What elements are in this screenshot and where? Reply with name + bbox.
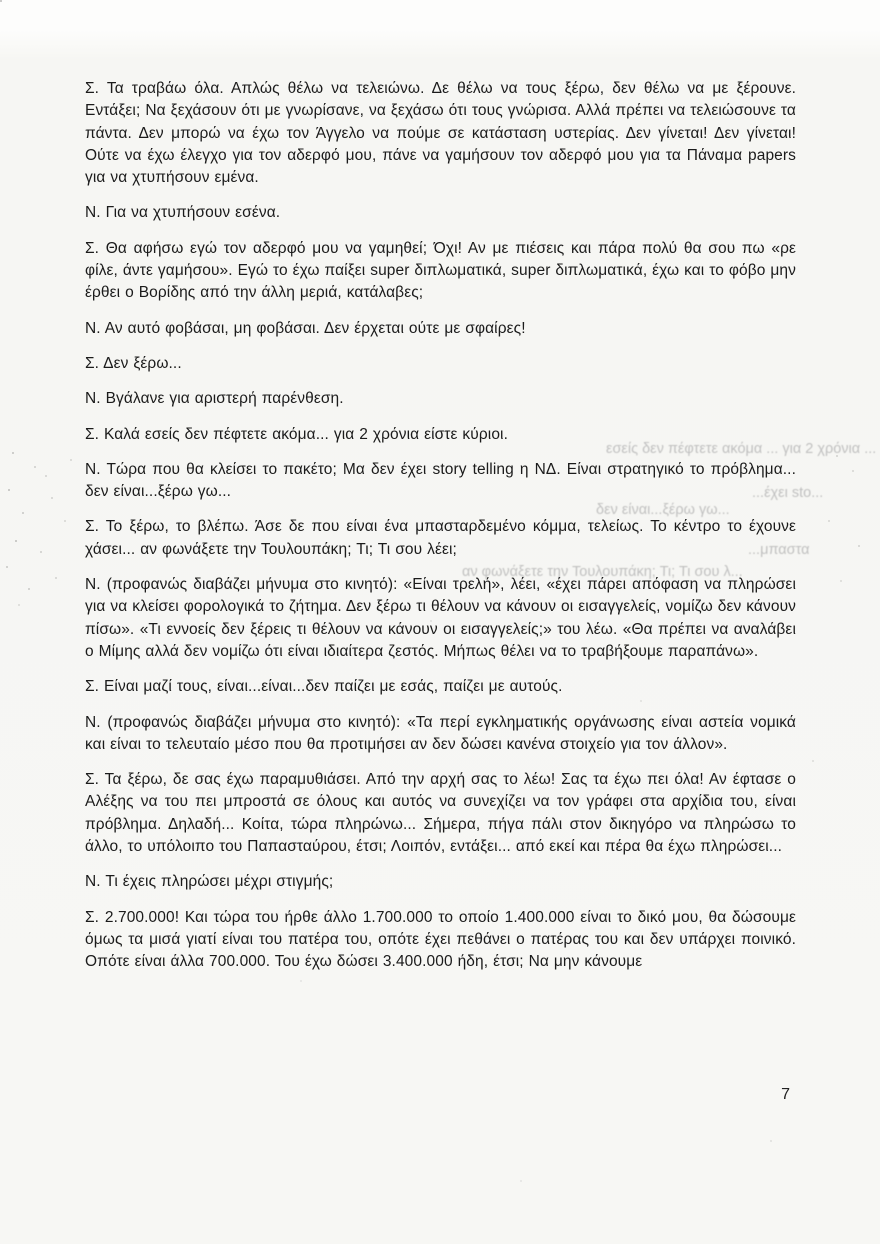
transcript-paragraph: Σ. Θα αφήσω εγώ τον αδερφό μου να γαμηθεί; Όχι! Αν με πιέσεις και πάρα πολύ θα σου πω «ρε φίλε, άντε γαμήσου». Εγώ το έχω παίξει super διπλωματικά, super διπλωματικά, έχω και το φόβο μην έρθει ο Βορίδης από την άλλη μεριά, κατάλαβες; xyxy=(85,239,796,302)
bleedthrough-artifact: δεν είναι...ξέρω γω... xyxy=(595,502,730,518)
transcript-paragraph: Σ. Δεν ξέρω... xyxy=(85,354,182,372)
scan-noise-speckles xyxy=(0,0,2,2)
transcript-paragraph: Ν. Βγάλανε για αριστερή παρένθεση. xyxy=(85,390,344,408)
bleedthrough-artifact: ...έχει sto... xyxy=(751,485,824,501)
transcript-paragraph: Σ. Τα ξέρω, δε σας έχω παραμυθιάσει. Από την αρχή σας το λέω! Σας τα έχω πει όλα! Αν έφτασε ο Αλέξης να του πει μπροστά σε όλους και αυτός να συνεχίζει να τον γράφει στα αρχίδια του, είναι πρόβλημα. Δηλαδή... Κοίτα, τώρα πληρώνω... Σήμερα, πήγα πάλι στον δικηγόρο να πληρώσω το άλλο, το υπόλοιπο του Παπασταύρου, έτσι; Λοιπόν, εντάξει... από εκεί και πέρα θα έχω πληρώσει... xyxy=(85,771,796,856)
transcript-paragraph: Ν. (προφανώς διαβάζει μήνυμα στο κινητό): «Τα περί εγκληματικής οργάνωσης είναι αστεία νομικά και είναι το τελευταίο μέσο που θα προτιμήσει αν δεν δώσει κανένα στοιχείο για τον άλλον». xyxy=(85,713,796,753)
transcript-paragraph: Σ. Το ξέρω, το βλέπω. Άσε δε που είναι ένα μπασταρδεμένο κόμμα, τελείως. Το κέντρο το έχουνε χάσει... αν φωνάξετε την Τουλουπάκη; Τι; Τι σου λέει; xyxy=(85,518,796,558)
transcript-paragraph: Σ. Τα τραβάω όλα. Απλώς θέλω να τελειώνω. Δε θέλω να τους ξέρω, δεν θέλω να με ξέρουνε. Εντάξει; Να ξεχάσουν ότι με γνωρίσανε, να ξεχάσω ότι τους γνώρισα. Αλλά πρέπει να τελειώσουνε τα πάντα. Δεν μπορώ να έχω τον Άγγελο να πούμε σε κατάσταση υστερίας. Δεν γίνεται! Δεν γίνεται! Ούτε να έχω έλεγχο για τον αδερφό μου, πάνε να γαμήσουν τον αδερφό μου για τα Πάναμα papers για να χτυπήσουν εμένα. xyxy=(85,80,796,187)
bleedthrough-artifact: αν φωνάξετε την Τουλουπάκη; Τι; Τι σου λ... xyxy=(461,564,743,580)
page-number: 7 xyxy=(781,1086,790,1103)
transcript-paragraph: Ν. (προφανώς διαβάζει μήνυμα στο κινητό): «Είναι τρελή», λέει, «έχει πάρει απόφαση να πληρώσει για να κλείσει φορολογικά το ζήτημα. Δεν ξέρω τι θέλουν να κάνουν οι εισαγγελείς, νομίζω δεν κάνουν πίσω». «Τι εννοείς δεν ξέρεις τι θέλουν να κάνουν οι εισαγγελείς;» του λέω. «Θα πρέπει να αναλάβει ο Μίμης αλλά δεν νομίζω ότι είναι ιδιαίτερα ζεστός. Μήπως θέλει να το τραβήξουμε παραπάνω». xyxy=(85,576,796,660)
transcript-paragraph: Ν. Αν αυτό φοβάσαι, μη φοβάσαι. Δεν έρχεται ούτε με σφαίρες! xyxy=(85,319,526,337)
transcript-paragraph: Σ. Είναι μαζί τους, είναι...είναι...δεν παίζει με εσάς, παίζει με αυτούς. xyxy=(85,678,563,696)
transcript-body xyxy=(85,78,796,974)
bleedthrough-artifact: ...μπαστα xyxy=(747,542,810,558)
bleedthrough-artifact: εσείς δεν πέφτετε ακόμα ... για 2 χρόνια ... xyxy=(605,441,877,457)
transcript-paragraph: Ν. Τι έχεις πληρώσει μέχρι στιγμής; xyxy=(85,873,334,891)
transcript-paragraph: Σ. Καλά εσείς δεν πέφτετε ακόμα... για 2 χρόνια είστε κύριοι. xyxy=(85,425,508,443)
transcript-paragraph: Σ. 2.700.000! Και τώρα του ήρθε άλλο 1.700.000 το οποίο 1.400.000 είναι το δικό μου, θα δώσουμε όμως τα μισά γιατί είναι του πατέρα του, οπότε έχει πεθάνει ο πατέρας του και δεν υπάρχει ποινικό. Οπότε είναι άλλα 700.000. Του έχω δώσει 3.400.000 ήδη, έτσι; Να μην κάνουμε xyxy=(85,908,796,971)
transcript-paragraph: Ν. Τώρα που θα κλείσει το πακέτο; Μα δεν έχει story telling η ΝΔ. Είναι στρατηγικό το πρόβλημα... δεν είναι...ξέρω γω... xyxy=(85,460,796,501)
transcript-paragraph: Ν. Για να χτυπήσουν εσένα. xyxy=(85,204,281,222)
